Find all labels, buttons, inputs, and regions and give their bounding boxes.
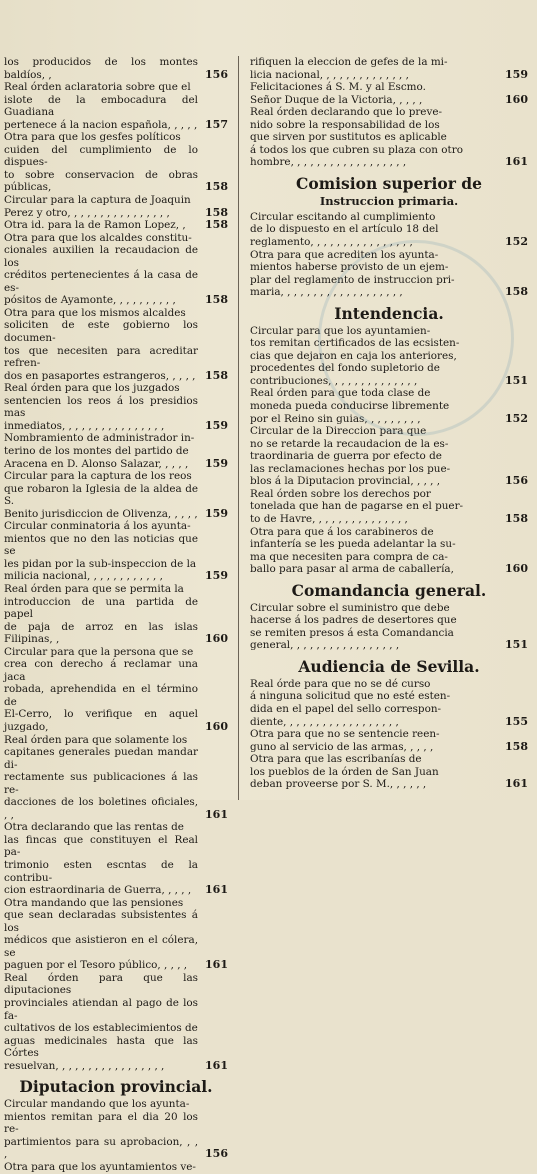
entry-text: Circular escitando al cumplimiento de lo dispuesto en el artículo 18 del reglamento, , , , , , , , , , , , , , , ,: [250, 210, 439, 249]
entry-page-number: 158: [505, 511, 528, 525]
section-heading: Diputacion provincial.: [19, 1077, 213, 1097]
entry-text: Circular de la Direccion para que no se retarde la recaudacion de la es- traordinaria de guerra por efecto de las reclamaciones hechas por los pue- blos á la Diputacion provincial, , , , ,: [250, 425, 451, 488]
entry-page-number: 156: [505, 474, 528, 488]
entry-page-number: 161: [505, 777, 528, 791]
index-entry: [250, 728, 528, 753]
index-entry: [4, 734, 228, 822]
index-entry: [4, 307, 228, 382]
entry-text: Circular para que la persona que se crea con derecho á reclamar una jaca robada, aprehendida en el término de El-Cerro, lo verifique en aquel juzgado,: [4, 645, 198, 733]
entry-page-number: 157: [205, 117, 228, 131]
entry-text: rifiquen la eleccion de gefes de la mi- licia nacional, , , , , , , , , , , , , ,: [250, 56, 448, 81]
entry-page-number: 156: [205, 67, 228, 81]
entry-text: Circular para la captura de Joaquin Perez y otro, , , , , , , , , , , , , , , ,: [4, 194, 191, 219]
index-entry: [250, 387, 528, 425]
index-column-left: [4, 56, 228, 1174]
index-entry: [250, 211, 528, 249]
entry-text: Otra para que los alcaldes constitu- cionales auxilien la recaudacion de los créditos pertenecientes á la casa de es- pósitos de Ayamonte, , , , , , , , , ,: [4, 231, 198, 307]
index-entry: [4, 897, 228, 972]
index-entry: [4, 520, 228, 583]
entry-page-number: 151: [505, 638, 528, 652]
index-entry: [4, 1098, 228, 1161]
entry-page-number: 156: [205, 1147, 228, 1161]
entry-text: Otra para que no se sentencie reen- guno al servicio de las armas, , , , ,: [250, 728, 440, 753]
entry-page-number: 155: [505, 714, 528, 728]
index-entry: [4, 219, 228, 232]
entry-text: Otra para que los mismos alcaldes soliciten de este gobierno los documen- tos que necesiten para acreditar refren- dos en pasaportes estrangeros, , , , ,: [4, 306, 198, 382]
index-entry: [4, 81, 228, 131]
index-entry: [4, 821, 228, 896]
entry-page-number: 159: [205, 506, 228, 520]
index-entry: [250, 526, 528, 576]
entry-text: Otra para que las escribanías de los pueblos de la órden de San Juan deban proveerse por S. M., , , , , ,: [250, 753, 439, 791]
entry-page-number: 159: [505, 67, 528, 81]
entry-page-number: 161: [205, 958, 228, 972]
entry-text: Real órden para que toda clase de moneda pueda conducirse libremente por el Reino sin guias, , , , , , , , ,: [250, 387, 450, 425]
index-entry: [4, 194, 228, 219]
index-entry: [4, 646, 228, 734]
index-entry: [250, 106, 528, 169]
entry-page-number: 161: [505, 155, 528, 169]
entry-page-number: 158: [205, 180, 228, 194]
entry-text: Circular para que los ayuntamien- tos remitan certificados de las ecsisten- cias que dejaron en caja los anteriores, procedentes del fondo supletorio de contribuciones, , , , , , , , , , , , , ,: [250, 324, 460, 387]
index-entry: [4, 432, 228, 470]
index-entry: [4, 382, 228, 432]
entry-text: Real órden declarando que lo preve- nido sobre la responsabilidad de los que sirven por sustitutos es aplicable á todos los que cubren su plaza con otro hombre, , , , , , , , , , , , , , , , , ,: [250, 106, 463, 169]
entry-page-number: 158: [205, 293, 228, 307]
entry-page-number: 161: [205, 807, 228, 821]
entry-text: Otra para que los gesfes políticos cuiden del cumplimiento de lo dispues- to sobre conservacion de obras públicas,: [4, 131, 198, 194]
entry-text: Nombramiento de administrador in- terino de los montes del partido de Aracena en D. Alonso Salazar, , , , ,: [4, 432, 195, 470]
index-entry: [4, 1161, 228, 1174]
index-entry: [250, 81, 528, 106]
index-entry: [4, 232, 228, 307]
index-entry: [250, 753, 528, 791]
index-entry: [4, 583, 228, 646]
section-subheading: Instruccion primaria.: [319, 193, 459, 208]
section-heading: Intendencia.: [334, 303, 444, 323]
entry-text: Real órden para que solamente los capitanes generales puedan mandar di- rectamente sus publicaciones á las re- dacciones de los boletines oficiales, , ,: [4, 733, 198, 821]
entry-page-number: 151: [505, 373, 528, 387]
section-heading: Comision superior de: [296, 173, 482, 193]
entry-page-number: 160: [205, 632, 228, 646]
entry-page-number: 159: [205, 456, 228, 470]
entry-text: Circular para la captura de los reos que robaron la Iglesia de la aldea de S. Benito jurisdiccion de Olivenza, , , , ,: [4, 470, 198, 520]
entry-text: Circular conminatoria á los ayunta- mientos que no den las noticias que se les pidan por la sub-inspeccion de la milicia nacional, , , , , , , , , , , ,: [4, 520, 198, 583]
entry-text: Otra para que á los carabineros de infantería se les pueda adelantar la su- ma que necesiten para compra de ca- ballo para pasar al arma de caballería,: [250, 525, 456, 576]
entry-text: Real órde para que no se dé curso á ninguna solicitud que no esté esten- dida en el papel del sello correspon- diente, , , , , , , , , , , , , , , , , ,: [250, 677, 451, 728]
entry-text: Otra para que los ayuntamientos ve-: [4, 1161, 196, 1174]
entry-page-number: 152: [505, 411, 528, 425]
entry-text: Circular mandando que los ayunta- mientos remitan para el dia 20 los re- partimientos para su aprobacion, , , ,: [4, 1098, 198, 1161]
entry-text: Otra para que acrediten los ayunta- mientos haberse provisto de un ejem- plar del reglamento de instruccion pri- maria, , , , , , , , , , , , , , , , , , ,: [250, 248, 455, 299]
entry-text: Real órden para que se permita la introduccion de una partida de papel de paja de arroz en las islas Filipinas, ,: [4, 582, 198, 646]
entry-text: Real órden para que las diputaciones provinciales atiendan al pago de los fa- cultativos de los establecimientos de aguas medicinales hasta que las Córtes resuelvan, , , , , , , , , , , , , , , , ,: [4, 971, 198, 1072]
entry-text: Felicitaciones á S. M. y al Escmo. Señor Duque de la Victoria, , , , ,: [250, 81, 426, 106]
index-entry: [4, 972, 228, 1072]
section-heading: Audiencia de Sevilla.: [298, 656, 480, 676]
section-heading: Comandancia general.: [291, 580, 487, 600]
entry-page-number: 159: [205, 418, 228, 432]
entry-page-number: 161: [205, 1058, 228, 1072]
index-entry: [4, 131, 228, 194]
index-entry: [250, 56, 528, 81]
index-entry: [250, 488, 528, 526]
entry-text: Real órden para que los juzgados sentencien los reos á los presidios mas inmediatos, , , , , , , , , , , , , , , ,: [4, 382, 198, 432]
entry-page-number: 158: [505, 739, 528, 753]
entry-page-number: 158: [505, 285, 528, 299]
column-divider: [238, 56, 239, 800]
entry-text: Otra id. para la de Ramon Lopez, ,: [4, 219, 186, 232]
entry-page-number: 159: [205, 569, 228, 583]
entry-page-number: 158: [205, 205, 228, 219]
index-entry: [250, 249, 528, 299]
index-entry: [4, 56, 228, 81]
entry-page-number: 160: [205, 719, 228, 733]
index-entry: [4, 470, 228, 520]
entry-text: Circular sobre el suministro que debe hacerse á los padres de desertores que se remiten presos á esta Comandancia general, , , , , , , , , , , , , , , , ,: [250, 601, 457, 652]
index-entry: [250, 325, 528, 388]
index-entry: [250, 425, 528, 488]
entry-text: Real órden sobre los derechos por tonelada que han de pagarse en el puer- to de Havre, , , , , , , , , , , , , , ,: [250, 487, 464, 525]
entry-page-number: 152: [505, 235, 528, 249]
entry-page-number: 158: [205, 368, 228, 382]
entry-text: Otra mandando que las pensiones que sean declaradas subsistentes á los médicos que asistieron en el cólera, se paguen por el Tesoro público, , , , ,: [4, 896, 198, 972]
entry-text: Real órden aclaratoria sobre que el islote de la embocadura del Guadiana pertenece á la nacion española, , , , ,: [4, 81, 198, 131]
entry-page-number: 158: [205, 218, 228, 232]
index-column-right: [250, 56, 528, 791]
entry-text: los producidos de los montes baldíos, ,: [4, 56, 198, 81]
entry-page-number: 161: [205, 883, 228, 897]
entry-text: Otra declarando que las rentas de las fincas que constituyen el Real pa- trimonio esten escntas de la contribu- cion estraordinaria de Guerra, , , , ,: [4, 821, 198, 897]
index-entry: [250, 678, 528, 728]
index-entry: [250, 602, 528, 652]
entry-page-number: 160: [505, 92, 528, 106]
entry-page-number: 160: [505, 562, 528, 576]
